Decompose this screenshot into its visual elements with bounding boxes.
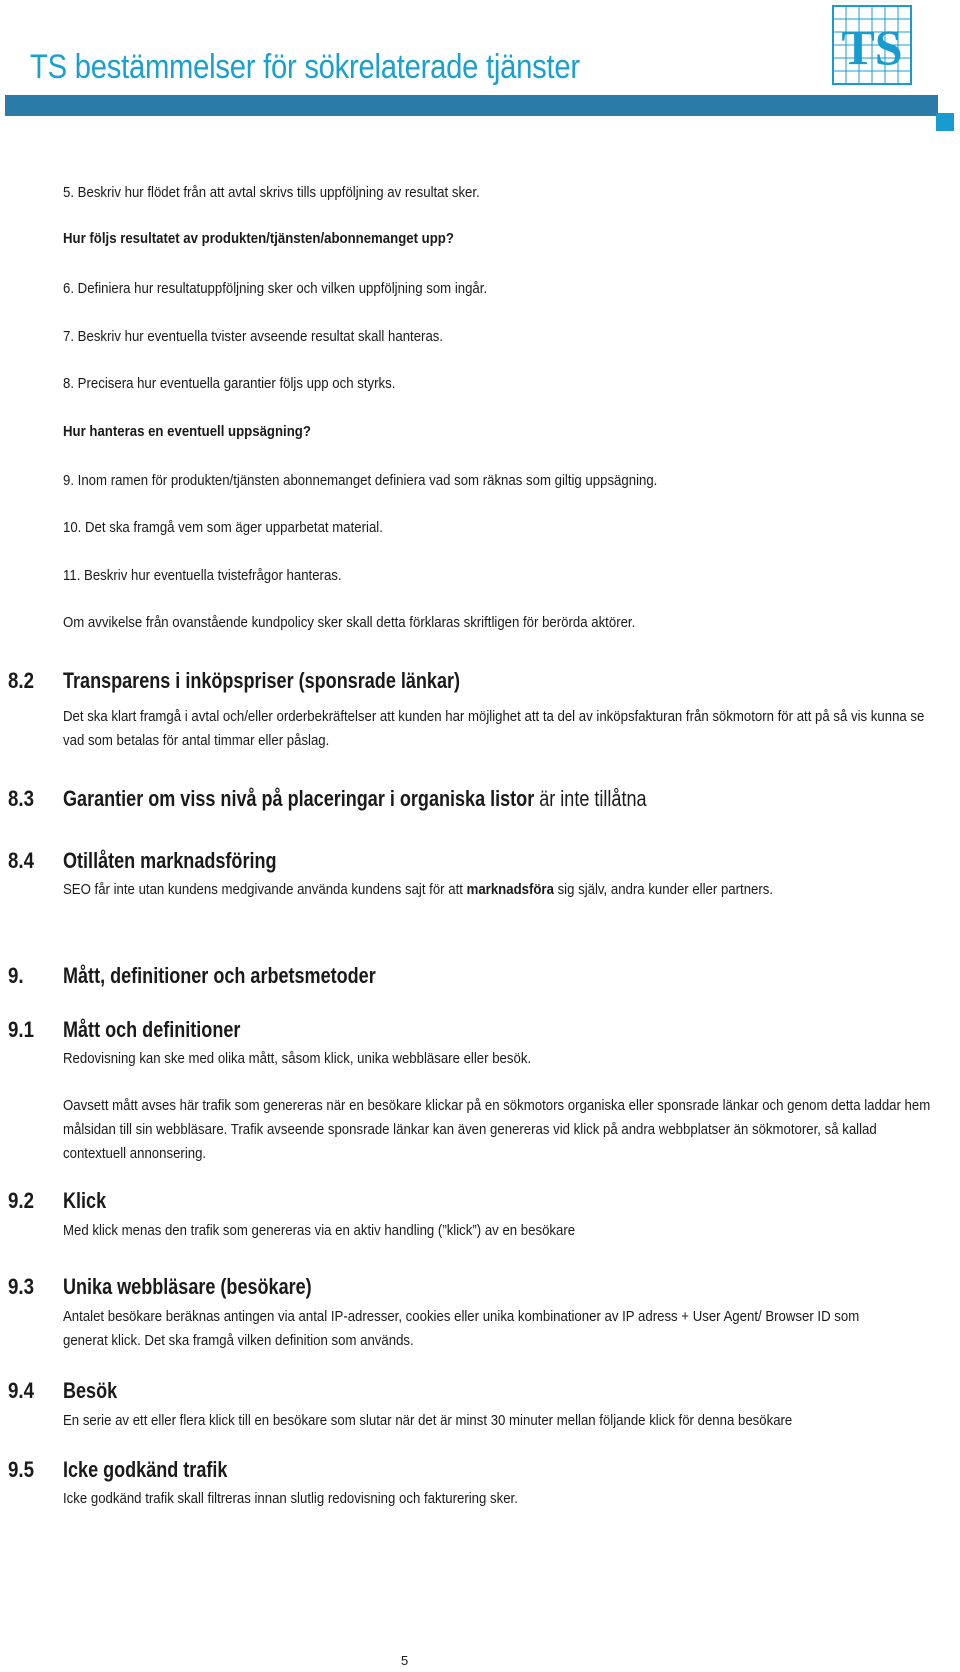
section-body [63,878,807,902]
ts-logo [832,5,912,85]
body-text: sig själv, andra kunder eller partners. [553,881,774,898]
section-title: Unika webbläsare (besökare) [63,1274,312,1299]
list-item: 11. Beskriv hur eventuella tvistefrågor hanteras. [63,567,342,584]
header-title: TS bestämmelser för sökrelaterade tjänster [30,48,580,86]
section-title: Otillåten marknadsföring [63,848,277,873]
header-bar [5,95,938,116]
body-bold-text: marknadsföra [466,881,554,898]
section-number: 9.1 [8,1017,35,1042]
ts-logo-text: TS [841,19,903,75]
list-item: 5. Beskriv hur flödet från att avtal skrivs tills uppföljning av resultat sker. [63,184,480,201]
list-item: Om avvikelse från ovanstående kundpolicy sker skall detta förklaras skriftligen för berörda aktörer. [63,614,636,631]
section-number: 9. [8,963,24,988]
section-number: 9.5 [8,1457,35,1482]
section-body: Oavsett mått avses här trafik som genereras när en besökare klickar på en sökmotors organiska eller sponsrade länkar och genom detta laddar hem målsidan till sin webbläsare. Trafik avseende sponsrade länkar kan även genereras vid klick på andra webbplatser än sökmotorer, så kallad contextuell annonsering. [63,1097,931,1162]
page-number: 5 [401,1653,409,1668]
section-number: 8.3 [8,786,35,811]
section-title: Icke godkänd trafik [63,1457,228,1482]
section-title-suffix: är inte tillåtna [534,786,647,811]
list-item: 9. Inom ramen för produkten/tjänsten abonnemanget definiera vad som räknas som giltig uppsägning. [63,472,658,489]
section-title: Transparens i inköpspriser (sponsrade länkar) [63,668,461,693]
section-number: 8.2 [8,668,35,693]
body-text: SEO får inte utan kundens medgivande använda kundens sajt för att [63,881,467,898]
list-item: 7. Beskriv hur eventuella tvister avseende resultat skall hanteras. [63,328,444,345]
section-title [63,786,647,812]
section-number: 8.4 [8,848,35,873]
header-accent-square [936,113,954,131]
list-item: 10. Det ska framgå vem som äger upparbetat material. [63,519,383,536]
list-heading: Hur följs resultatet av produkten/tjänsten/abonnemanget upp? [63,230,454,247]
section-body: En serie av ett eller flera klick till en besökare som slutar när det är minst 30 minuter mellan följande klick för denna besökare [63,1412,793,1429]
section-body: Med klick menas den trafik som genereras via en aktiv handling (”klick”) av en besökare [63,1222,576,1239]
section-title: Mått och definitioner [63,1017,241,1042]
page-header [0,0,960,135]
section-title: Besök [63,1378,118,1403]
section-title-bold: Garantier om viss nivå på placeringar i organiska listor [63,786,535,811]
list-item: 6. Definiera hur resultatuppföljning sker och vilken uppföljning som ingår. [63,280,488,297]
section-number: 9.2 [8,1188,35,1213]
section-title: Klick [63,1188,107,1213]
section-body: Icke godkänd trafik skall filtreras innan slutlig redovisning och fakturering sker. [63,1490,518,1507]
list-heading: Hur hanteras en eventuell uppsägning? [63,423,311,440]
section-number: 9.3 [8,1274,35,1299]
section-title: Mått, definitioner och arbetsmetoder [63,963,376,988]
section-number: 9.4 [8,1378,35,1403]
section-body: Antalet besökare beräknas antingen via antal IP-adresser, cookies eller unika kombinationer av IP adress + User Agent/ Browser ID som generat klick. Det ska framgå vilken definition som används. [63,1308,860,1349]
section-body: Redovisning kan ske med olika mått, såsom klick, unika webbläsare eller besök. [63,1050,532,1067]
section-body: Det ska klart framgå i avtal och/eller orderbekräftelser att kunden har möjlighet att ta del av inköpsfakturan från sökmotorn för att på så vis kunna se vad som betalas för antal timmar eller påslag. [63,708,925,749]
list-item: 8. Precisera hur eventuella garantier följs upp och styrks. [63,375,396,392]
